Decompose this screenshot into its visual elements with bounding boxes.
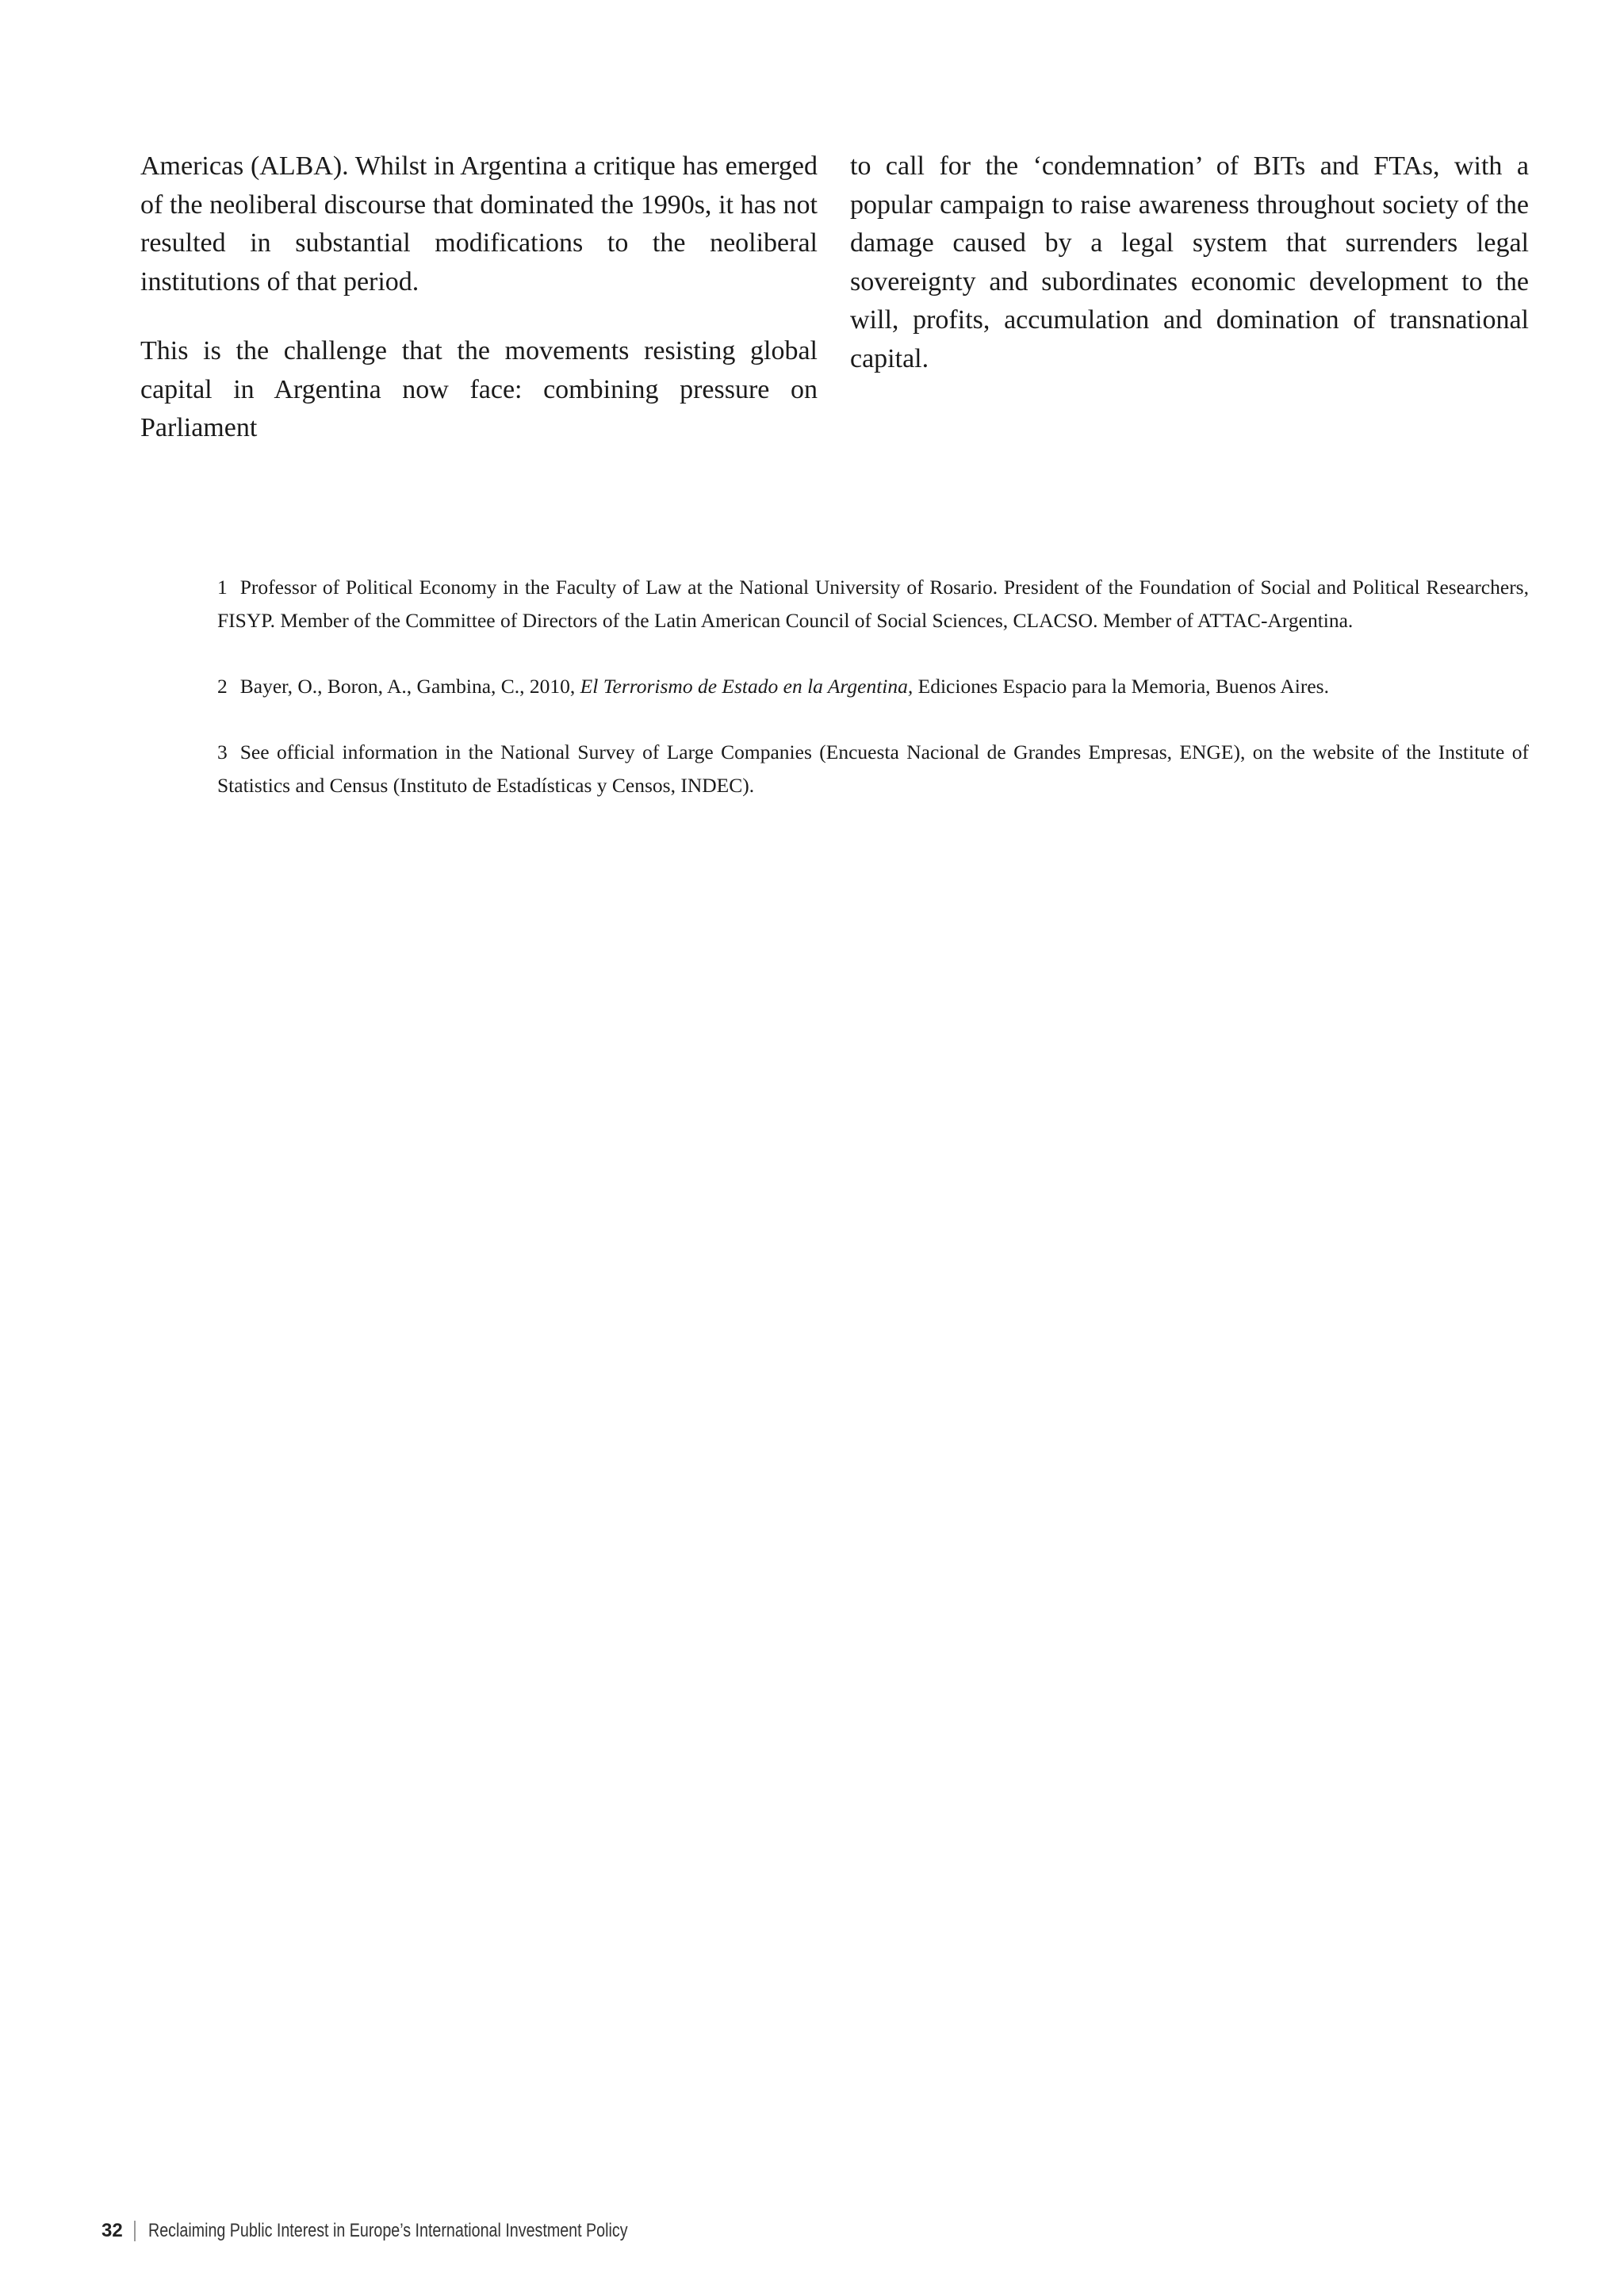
body-paragraph: to call for the ‘condemnation’ of BITs and FTAs, with a popular campaign to raise awareness throughout society of the damage caused by a legal system that surrenders legal sovereignty and subordinates economic development to the will, profits, accumulation and domination of transnational capital. bbox=[850, 151, 1529, 373]
footnote-2 bbox=[217, 670, 1529, 703]
body-paragraph: This is the challenge that the movements resisting global capital in Argentina now face: combining pressure on Parliament bbox=[140, 336, 818, 442]
footnote-number: 3 bbox=[217, 740, 228, 763]
body-column-left bbox=[140, 147, 818, 479]
footnote-number: 2 bbox=[217, 675, 228, 698]
footnote-book-title: El Terrorismo de Estado en la Argentina, bbox=[580, 675, 914, 698]
footnote-3 bbox=[217, 736, 1529, 802]
body-paragraph: Americas (ALBA). Whilst in Argentina a critique has emerged of the neoliberal discourse that dominated the 1990s, it has not resulted in substantial modifications to the neoliberal institutions of that period. bbox=[140, 151, 818, 297]
publication-title: Reclaiming Public Interest in Europe’s International Investment Policy bbox=[147, 2220, 628, 2241]
footnote-text: Professor of Political Economy in the Faculty of Law at the National University of Rosario. President of the Foundation of Social and Political Researchers, FISYP. Member of the Committee of Directors of the Latin American Council of Social Sciences, CLACSO. Member of ATTAC-Argentina. bbox=[217, 576, 1529, 632]
footnote-text: See official information in the National Survey of Large Companies (Encuesta Nacional de Grandes Empresas, ENGE), on the website of the Institute of Statistics and Census (Instituto de Estadísticas y Censos, INDEC). bbox=[217, 740, 1529, 797]
footnote-number: 1 bbox=[217, 576, 228, 599]
footnote-text: Ediciones Espacio para la Memoria, Buenos Aires. bbox=[913, 675, 1329, 698]
page-number: 32 bbox=[102, 2220, 123, 2241]
body-column-right bbox=[850, 147, 1529, 409]
footnotes-section bbox=[217, 571, 1529, 835]
footer-divider bbox=[134, 2221, 136, 2241]
footnote-text: Bayer, O., Boron, A., Gambina, C., 2010, bbox=[239, 675, 580, 698]
page-footer bbox=[102, 2220, 733, 2242]
footnote-1 bbox=[217, 571, 1529, 637]
